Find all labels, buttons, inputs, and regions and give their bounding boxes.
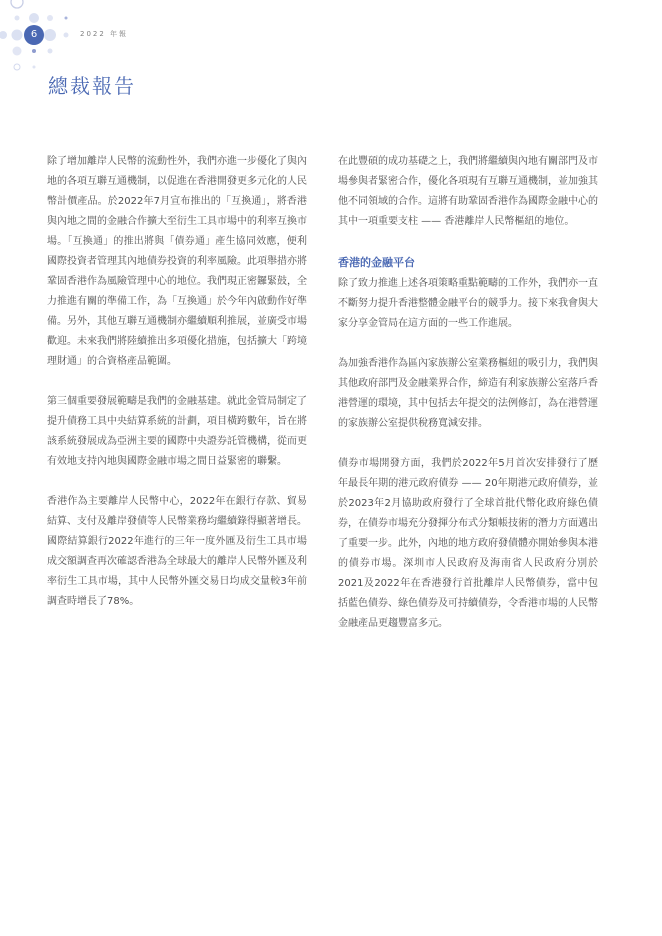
report-year: 2022 年報 xyxy=(80,30,129,38)
paragraph-rmb-hub: 香港作為主要離岸人民幣中心，2022年在銀行存款、貿易結算、支付及離岸發債等人民幣業務均繼續錄得顯著增長。國際結算銀行2022年進行的三年一度外匯及衍生工具市場成交額調查再次確認香港為全球最大的離岸人民幣外匯及利率衍生工具市場，其中人民幣外匯交易日均成交量較3年前調查時增長了78%。 xyxy=(47,496,307,607)
left-column xyxy=(47,152,307,632)
deco-dot xyxy=(33,66,36,69)
paragraph-platform: 除了致力推進上述各項策略重點範疇的工作外，我們亦一直不斷努力提升香港整體金融平台的競爭力。接下來我會與大家分享金管局在這方面的一些工作進展。 xyxy=(338,278,598,329)
paragraph-intro: 在此豐碩的成功基礎之上，我們將繼續與內地有關部門及市場參與者緊密合作，優化各項現有互聯互通機制，並加強其他不同領域的合作。這將有助鞏固香港作為國際金融中心的其中一項重要支柱 —— 香港離岸人民幣樞紐的地位。 xyxy=(338,156,598,227)
right-column xyxy=(338,152,598,654)
deco-ring xyxy=(14,64,20,70)
deco-dot xyxy=(29,13,39,23)
deco-dot xyxy=(15,16,20,21)
deco-dot xyxy=(0,31,7,39)
paragraph-bond-market: 債券市場開發方面，我們於2022年5月首次安排發行了歷年最長年期的港元政府債券 —— 20年期港元政府債券，並於2023年2月協助政府發行了全球首批代幣化政府綠色債券，在債券市場充分發揮分布式分類帳技術的潛力方面邁出了重要一步。此外，內地的地方政府發債體亦開始參與本港的債券市場。深圳市人民政府及海南省人民政府分別於2021及2022年在香港發行首批離岸人民幣債券，當中包括藍色債券、綠色債券及可持續債券，令香港市場的人民幣金融產品更趨豐富多元。 xyxy=(338,458,598,629)
page-number: 6 xyxy=(24,25,44,45)
deco-dot xyxy=(32,49,36,53)
page-title: 總裁報告 xyxy=(48,74,136,98)
deco-dot xyxy=(65,17,68,20)
paragraph-family-office: 為加強香港作為區內家族辦公室業務樞紐的吸引力，我們與其他政府部門及金融業界合作，締造有利家族辦公室落戶香港營運的環境，其中包括去年提交的法例修訂，為在港營運的家族辦公室提供稅務寬減安排。 xyxy=(338,358,598,429)
paragraph-infrastructure: 第三個重要發展範疇是我們的金融基建。就此金管局制定了提升債務工具中央結算系統的計劃，項目橫跨數年，旨在將該系統發展成為亞洲主要的國際中央證券託管機構，從而更有效地支持內地與國際金融市場之間日益緊密的聯繫。 xyxy=(47,396,307,467)
decorative-dots xyxy=(0,0,90,80)
deco-dot xyxy=(48,49,53,54)
section-heading: 香港的金融平台 xyxy=(338,256,415,269)
deco-dot xyxy=(64,33,69,38)
deco-dot xyxy=(47,15,53,21)
deco-dot xyxy=(44,29,56,41)
deco-dot xyxy=(13,47,22,56)
paragraph-interconnect: 除了增加離岸人民幣的流動性外，我們亦進一步優化了與內地的各項互聯互通機制，以促進在香港開發更多元化的人民幣計價產品。於2022年7月宣布推出的「互換通」，將香港與內地之間的金融合作擴大至衍生工具市場中的利率互換市場。「互換通」的推出將與「債券通」產生協同效應，便利國際投資者管理其內地債券投資的利率風險。此項舉措亦將鞏固香港作為風險管理中心的地位。我們現正密鑼緊鼓，全力推進有關的準備工作，為「互換通」於今年內啟動作好準備。另外，其他互聯互通機制亦繼續順利推展，並廣受市場歡迎。未來我們將陸續推出多項優化措施，包括擴大「跨境理財通」的合資格產品範圍。 xyxy=(47,156,307,367)
deco-ring xyxy=(11,0,23,8)
deco-dot xyxy=(12,30,23,41)
